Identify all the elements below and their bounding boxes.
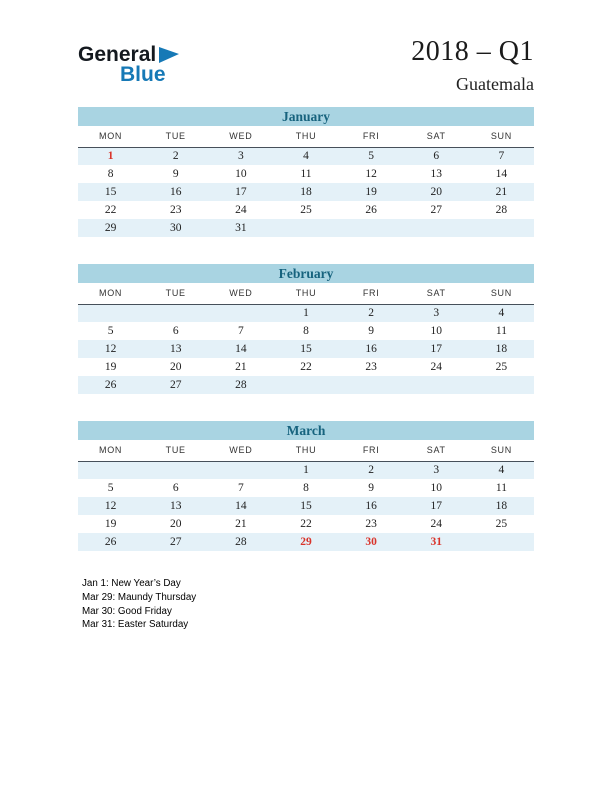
day-cell: 27	[430, 204, 443, 216]
weekday-header: SUN	[469, 126, 534, 147]
day-cell: 17	[404, 340, 469, 358]
month-february	[78, 264, 534, 394]
month-january	[78, 107, 534, 237]
day-cell: 6	[172, 482, 179, 494]
weekday-header: WED	[208, 283, 273, 304]
weekday-header: TUE	[143, 126, 208, 147]
day-cell: 27	[143, 376, 208, 394]
day-cell: 24	[235, 204, 247, 216]
empty-cell	[78, 304, 143, 322]
calendar-grid	[78, 126, 534, 237]
day-cell: 15	[78, 183, 143, 201]
day-cell: 26	[365, 204, 377, 216]
empty-cell	[339, 376, 404, 394]
week-row	[78, 515, 534, 533]
day-cell: 19	[104, 518, 117, 530]
title-block	[411, 36, 534, 95]
day-cell: 9	[172, 168, 179, 180]
day-cell: 15	[273, 497, 338, 515]
weekday-header: WED	[208, 440, 273, 461]
day-cell: 11	[495, 325, 507, 337]
day-cell: 18	[469, 497, 534, 515]
weekday-header: FRI	[339, 283, 404, 304]
weekday-header: THU	[273, 440, 338, 461]
day-cell: 26	[78, 533, 143, 551]
week-row	[78, 183, 534, 201]
week-row	[78, 533, 534, 551]
day-cell: 20	[404, 183, 469, 201]
month-title: February	[78, 264, 534, 283]
day-cell: 7	[237, 482, 244, 494]
weekday-header: TUE	[143, 283, 208, 304]
day-cell: 16	[339, 497, 404, 515]
day-cell: 15	[273, 340, 338, 358]
day-cell: 17	[404, 497, 469, 515]
day-cell: 30	[339, 533, 404, 551]
weekday-row	[78, 126, 534, 147]
week-row	[78, 165, 534, 183]
day-cell: 4	[469, 461, 534, 479]
day-cell: 20	[169, 518, 182, 530]
empty-cell	[469, 219, 534, 237]
day-cell: 2	[143, 147, 208, 165]
day-cell: 16	[143, 183, 208, 201]
day-cell: 28	[208, 376, 273, 394]
day-cell: 14	[208, 497, 273, 515]
day-cell: 25	[495, 361, 508, 373]
week-row	[78, 201, 534, 219]
empty-cell	[143, 461, 208, 479]
day-cell: 18	[469, 340, 534, 358]
week-row	[78, 322, 534, 340]
day-cell: 24	[430, 518, 443, 530]
day-cell: 1	[273, 461, 338, 479]
empty-cell	[469, 533, 534, 551]
empty-cell	[273, 376, 338, 394]
day-cell: 5	[107, 482, 114, 494]
holiday-note: Jan 1: New Year’s Day	[82, 578, 181, 589]
day-cell: 4	[469, 304, 534, 322]
day-cell: 5	[107, 325, 114, 337]
weekday-row	[78, 283, 534, 304]
weekday-row	[78, 440, 534, 461]
day-cell: 7	[469, 147, 534, 165]
holiday-note: Mar 30: Good Friday	[82, 605, 172, 617]
month-title: March	[78, 421, 534, 440]
day-cell: 24	[430, 361, 443, 373]
day-cell: 22	[104, 204, 117, 216]
day-cell: 13	[143, 497, 208, 515]
weekday-header: FRI	[339, 126, 404, 147]
empty-cell	[208, 304, 273, 322]
weekday-header: SUN	[469, 283, 534, 304]
day-cell: 6	[404, 147, 469, 165]
day-cell: 31	[208, 219, 273, 237]
day-cell: 31	[404, 533, 469, 551]
weekday-header: MON	[78, 440, 143, 461]
day-cell: 23	[169, 204, 182, 216]
page-subtitle: Guatemala	[456, 74, 534, 94]
day-cell: 2	[339, 461, 404, 479]
day-cell: 21	[469, 183, 534, 201]
logo-triangle-icon	[159, 47, 179, 63]
weekday-header: WED	[208, 126, 273, 147]
holiday-list	[78, 577, 534, 632]
logo-text-general: General	[78, 43, 157, 66]
empty-cell	[208, 461, 273, 479]
day-cell: 19	[104, 361, 117, 373]
empty-cell	[404, 219, 469, 237]
empty-cell	[143, 304, 208, 322]
day-cell: 10	[235, 168, 247, 180]
page-header	[78, 36, 534, 95]
day-cell: 6	[172, 325, 179, 337]
day-cell: 3	[404, 304, 469, 322]
day-cell: 21	[235, 518, 247, 530]
day-cell: 2	[339, 304, 404, 322]
day-cell: 13	[430, 168, 443, 180]
holiday-note: Mar 31: Easter Saturday	[82, 619, 189, 631]
day-cell: 9	[368, 482, 374, 494]
month-march	[78, 421, 534, 551]
calendar-grid	[78, 283, 534, 394]
week-row	[78, 376, 534, 394]
day-cell: 17	[208, 183, 273, 201]
day-cell: 14	[495, 168, 508, 180]
day-cell: 4	[273, 147, 338, 165]
day-cell: 28	[495, 204, 508, 216]
day-cell: 30	[143, 219, 208, 237]
empty-cell	[404, 376, 469, 394]
day-cell: 23	[365, 361, 377, 373]
week-row	[78, 461, 534, 479]
day-cell: 22	[300, 518, 312, 530]
weekday-header: SUN	[469, 440, 534, 461]
weekday-header: TUE	[143, 440, 208, 461]
day-cell: 28	[208, 533, 273, 551]
week-row	[78, 497, 534, 515]
week-row	[78, 304, 534, 322]
empty-cell	[339, 219, 404, 237]
week-row	[78, 147, 534, 165]
day-cell: 8	[303, 482, 309, 494]
day-cell: 26	[78, 376, 143, 394]
empty-cell	[469, 376, 534, 394]
weekday-header: MON	[78, 283, 143, 304]
day-cell: 27	[143, 533, 208, 551]
empty-cell	[273, 219, 338, 237]
months-container	[78, 107, 534, 551]
day-cell: 29	[78, 219, 143, 237]
day-cell: 23	[365, 518, 377, 530]
day-cell: 14	[208, 340, 273, 358]
holiday-note: Mar 29: Maundy Thursday	[82, 591, 197, 603]
day-cell: 11	[495, 482, 507, 494]
weekday-header: FRI	[339, 440, 404, 461]
day-cell: 7	[237, 325, 244, 337]
day-cell: 8	[303, 325, 309, 337]
day-cell: 25	[300, 204, 312, 216]
day-cell: 18	[273, 183, 338, 201]
day-cell: 9	[368, 325, 374, 337]
weekday-header: SAT	[404, 440, 469, 461]
general-blue-logo	[78, 36, 179, 86]
day-cell: 29	[273, 533, 338, 551]
day-cell: 8	[107, 168, 114, 180]
day-cell: 5	[339, 147, 404, 165]
day-cell: 25	[495, 518, 508, 530]
day-cell: 21	[235, 361, 247, 373]
day-cell: 13	[143, 340, 208, 358]
day-cell: 12	[78, 340, 143, 358]
month-title: January	[78, 107, 534, 126]
day-cell: 20	[169, 361, 182, 373]
day-cell: 22	[300, 361, 312, 373]
day-cell: 1	[273, 304, 338, 322]
day-cell: 11	[300, 168, 312, 180]
week-row	[78, 479, 534, 497]
weekday-header: MON	[78, 126, 143, 147]
page-title: 2018 – Q1	[411, 36, 534, 67]
empty-cell	[78, 461, 143, 479]
day-cell: 10	[430, 482, 443, 494]
week-row	[78, 219, 534, 237]
day-cell: 12	[365, 168, 377, 180]
week-row	[78, 358, 534, 376]
day-cell: 10	[430, 325, 443, 337]
day-cell: 12	[78, 497, 143, 515]
logo-text-blue: Blue	[120, 63, 166, 87]
day-cell: 3	[404, 461, 469, 479]
day-cell: 16	[339, 340, 404, 358]
day-cell: 3	[208, 147, 273, 165]
day-cell: 19	[339, 183, 404, 201]
calendar-grid	[78, 440, 534, 551]
day-cell: 1	[78, 147, 143, 165]
weekday-header: THU	[273, 283, 338, 304]
weekday-header: SAT	[404, 126, 469, 147]
weekday-header: SAT	[404, 283, 469, 304]
week-row	[78, 340, 534, 358]
weekday-header: THU	[273, 126, 338, 147]
